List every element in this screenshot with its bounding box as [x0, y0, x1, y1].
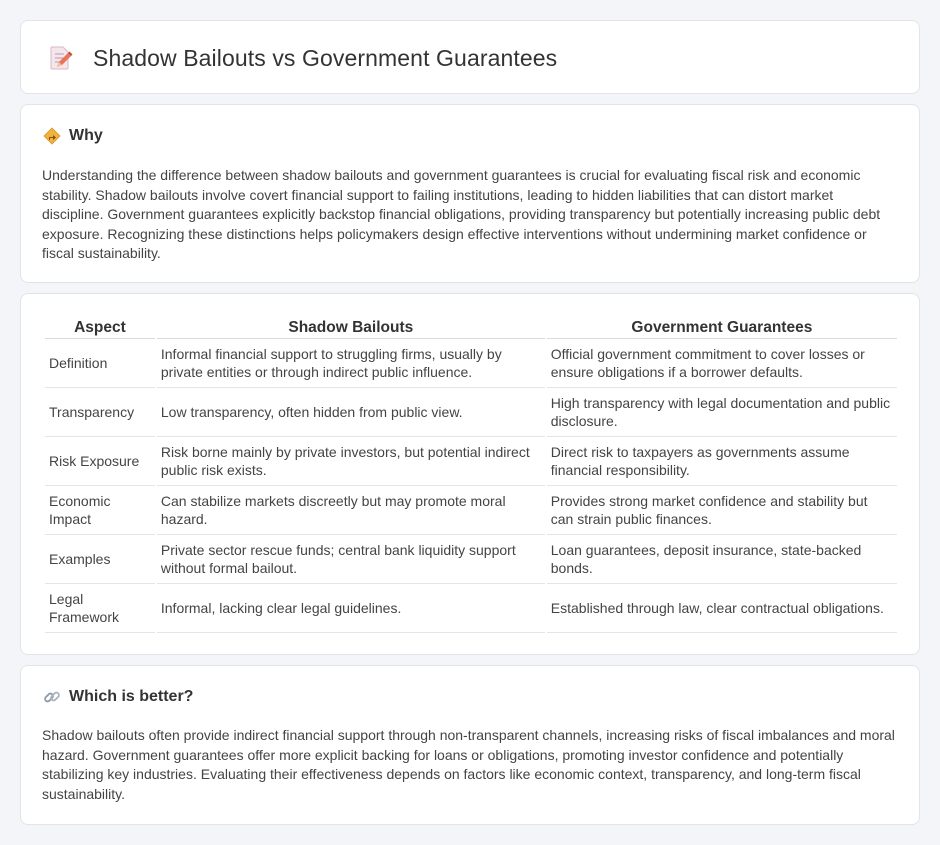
- why-text: Understanding the difference between shadow bailouts and government guarantees is crucial for evaluating fiscal risk and economic stability. Shadow bailouts involve covert financial support to failing institutions, leading to hidden liabilities that can distort market discipline. Government guarantees explicitly backstop financial obligations, providing transparency but potentially increasing public debt exposure. Recognizing these distinctions helps policymakers design effective interventions without undermining market confidence or fiscal sustainability.: [42, 167, 881, 261]
- header-aspect: Aspect: [45, 317, 155, 339]
- why-section: [20, 104, 920, 283]
- table-row: [45, 535, 897, 584]
- row-shadow-bailouts: Informal, lacking clear legal guidelines.: [157, 584, 545, 633]
- row-government-guarantees: High transparency with legal documentation and public disclosure.: [547, 388, 897, 437]
- row-shadow-bailouts: Can stabilize markets discreetly but may promote moral hazard.: [157, 486, 545, 535]
- row-aspect: Legal Framework: [45, 584, 155, 633]
- link-icon: [43, 688, 61, 706]
- why-title: Why: [69, 127, 103, 144]
- table-row: [45, 388, 897, 437]
- table-row: [45, 437, 897, 486]
- row-aspect: Risk Exposure: [45, 437, 155, 486]
- table-row: [45, 339, 897, 388]
- table-header-row: [45, 317, 897, 339]
- row-government-guarantees: Provides strong market confidence and stability but can strain public finances.: [547, 486, 897, 535]
- table-row: [45, 584, 897, 633]
- row-aspect: Examples: [45, 535, 155, 584]
- row-shadow-bailouts: Informal financial support to struggling firms, usually by private entities or through indirect public influence.: [157, 339, 545, 388]
- better-title: Which is better?: [69, 688, 194, 705]
- page-title: Shadow Bailouts vs Government Guarantees: [93, 44, 558, 71]
- table-row: [45, 486, 897, 535]
- better-header: [43, 688, 193, 706]
- row-government-guarantees: Direct risk to taxpayers as governments assume financial responsibility.: [547, 437, 897, 486]
- row-aspect: Definition: [45, 339, 155, 388]
- which-is-better-section: [20, 665, 920, 825]
- row-shadow-bailouts: Private sector rescue funds; central bank liquidity support without formal bailout.: [157, 535, 545, 584]
- title-row: [45, 43, 557, 73]
- row-aspect: Economic Impact: [45, 486, 155, 535]
- row-government-guarantees: Official government commitment to cover losses or ensure obligations if a borrower defaults.: [547, 339, 897, 388]
- better-text: Shadow bailouts often provide indirect financial support through non-transparent channels, increasing risks of fiscal imbalances and moral hazard. Government guarantees offer more explicit backing for loans or obligations, promoting investor confidence and potentially stabilizing key industries. Evaluating their effectiveness depends on factors like economic context, transparency, and long-term fiscal sustainability.: [42, 727, 895, 802]
- header-government-guarantees: Government Guarantees: [547, 317, 897, 339]
- pencil-note-icon: [45, 43, 75, 73]
- comparison-section: [20, 293, 920, 655]
- row-shadow-bailouts: Risk borne mainly by private investors, but potential indirect public risk exists.: [157, 437, 545, 486]
- row-shadow-bailouts: Low transparency, often hidden from public view.: [157, 388, 545, 437]
- row-government-guarantees: Loan guarantees, deposit insurance, state-backed bonds.: [547, 535, 897, 584]
- comparison-table: [43, 317, 899, 633]
- diamond-sign-icon: [43, 127, 61, 145]
- title-card: [20, 20, 920, 94]
- row-government-guarantees: Established through law, clear contractual obligations.: [547, 584, 897, 633]
- header-shadow-bailouts: Shadow Bailouts: [157, 317, 545, 339]
- why-header: [43, 127, 103, 145]
- row-aspect: Transparency: [45, 388, 155, 437]
